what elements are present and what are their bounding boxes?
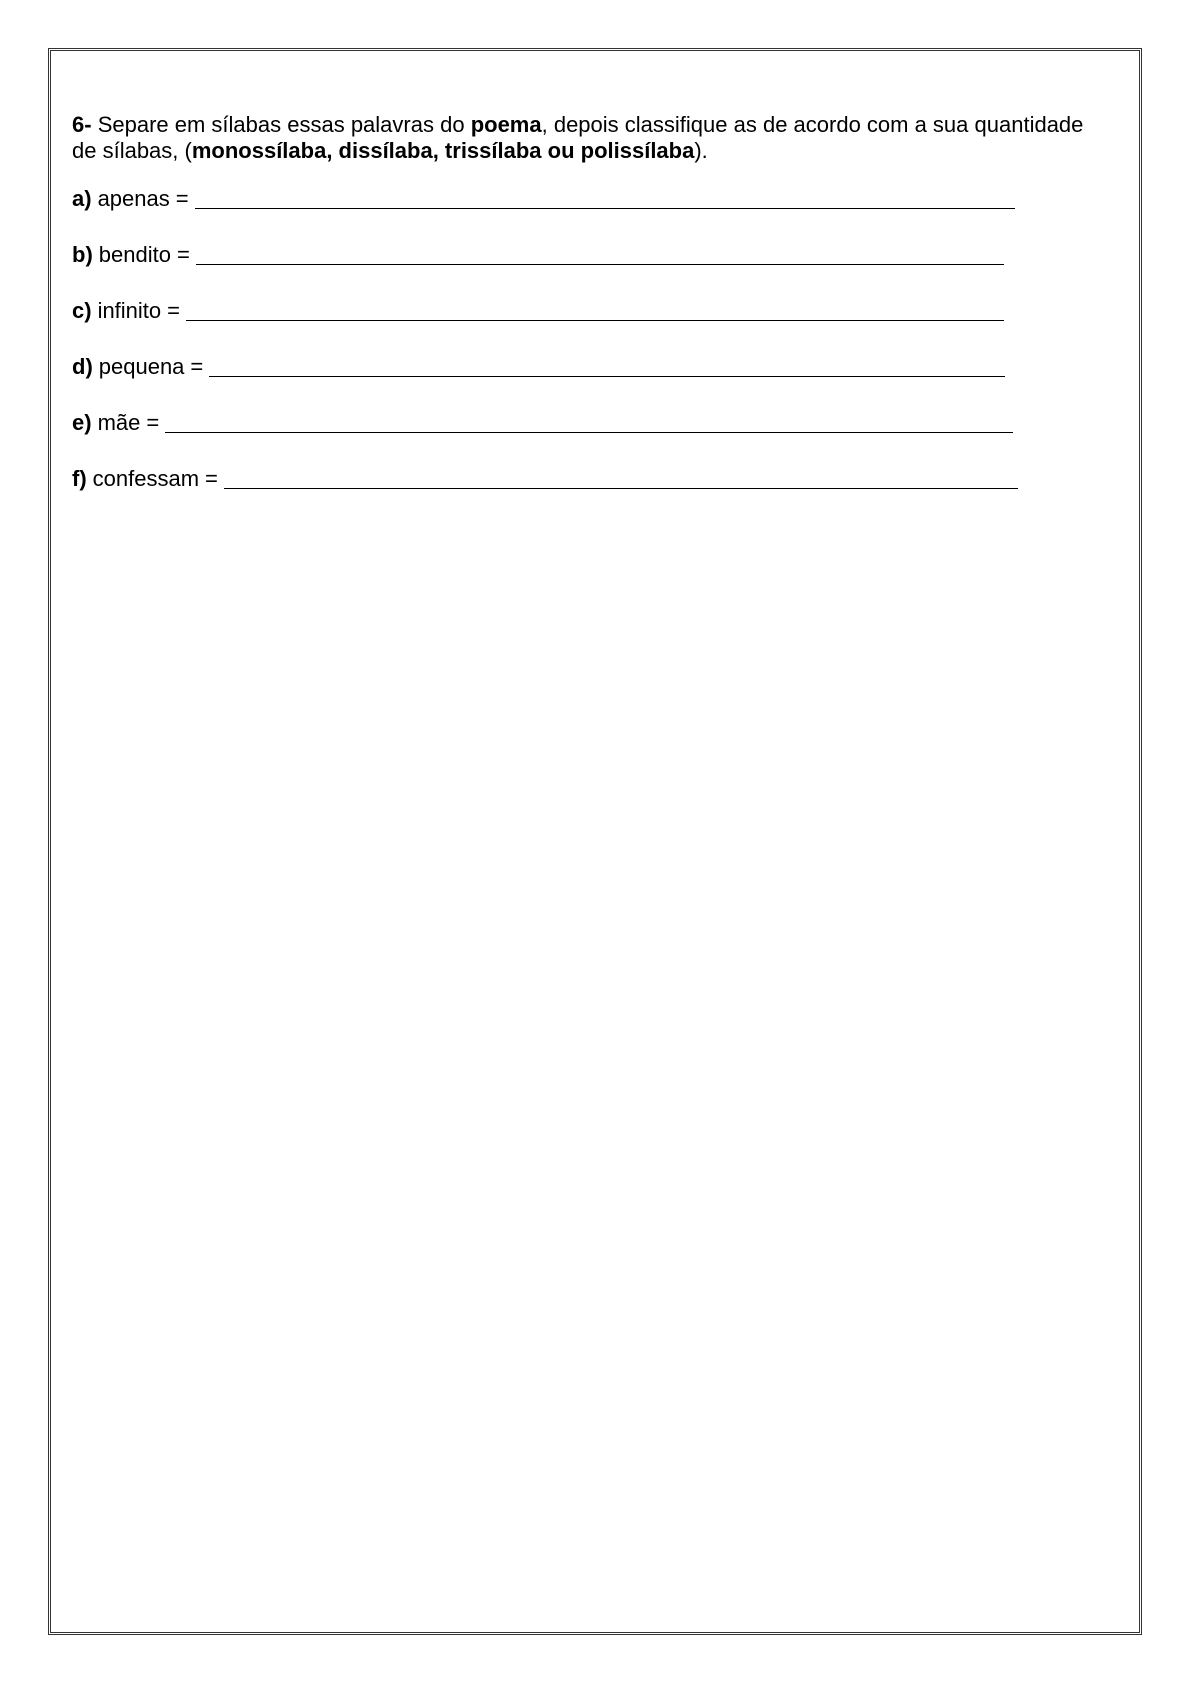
equals-sign: = [146,410,160,435]
item-word: pequena [98,354,185,379]
equals-sign: = [190,354,204,379]
item-letter: a) [72,186,92,211]
item-word: bendito [98,242,171,267]
question-number: 6- [72,112,92,137]
answer-item-a [72,186,1112,242]
answer-item-b [72,242,1112,298]
answer-blank-line[interactable] [186,298,1004,321]
instruction-text-2: , depois classifique as de acordo com a sua quantidade de sílabas, ( [72,112,1084,163]
instruction-bold-poema: poema [470,112,542,137]
answer-blank-line[interactable] [209,354,1005,377]
equals-sign: = [175,186,189,211]
instruction-text-1: Separe em sílabas essas palavras do [97,112,465,137]
item-letter: e) [72,410,92,435]
instruction-options: monossílaba, dissílaba, trissílaba ou polissílaba [191,138,695,163]
answer-blank-line[interactable] [195,186,1015,209]
answer-item-e [72,410,1112,466]
item-word: mãe [97,410,141,435]
item-word: confessam [92,466,200,491]
answer-blank-line[interactable] [224,466,1018,489]
answer-item-d [72,354,1112,410]
answer-blank-line[interactable] [196,242,1004,265]
equals-sign: = [167,298,181,323]
item-letter: f) [72,466,87,491]
item-letter: d) [72,354,93,379]
instruction-text-end: ). [694,138,708,163]
equals-sign: = [176,242,190,267]
item-letter: c) [72,298,92,323]
answer-blank-line[interactable] [165,410,1013,433]
exercise-content [72,112,1112,522]
answer-item-c [72,298,1112,354]
equals-sign: = [205,466,218,491]
item-word: apenas [97,186,170,211]
item-letter: b) [72,242,93,267]
item-word: infinito [97,298,162,323]
question-6-instruction [72,112,1112,164]
answer-item-f [72,466,1112,522]
